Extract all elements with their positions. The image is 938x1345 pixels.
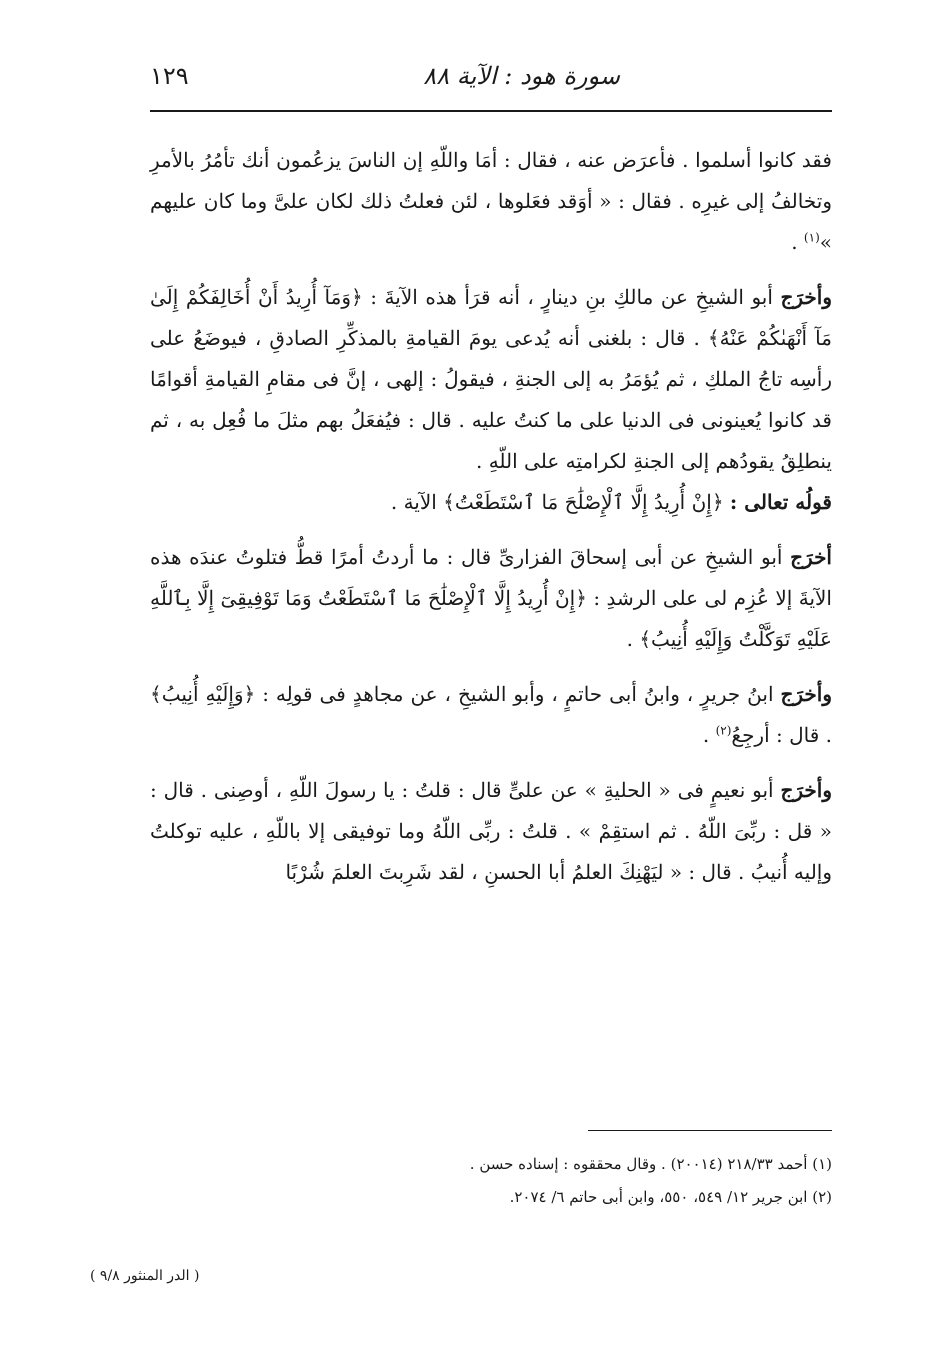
paragraph-text: فقد كانوا أسلموا . فأعرَض عنه ، فقال : أمَا واللّهِ إن الناسَ يزعُمون أنك تأمُرُ بالأمرِ وتخالفُ إلى غيرِه . فقال : « أوَقد فعَلوها ، لئن فعلتُ ذلك لكان علىَّ وما كان عليهم »: [150, 148, 832, 254]
paragraph-3: [150, 482, 832, 523]
paragraph-text: ﴿إِنْ أُرِيدُ إِلَّا ٱلْإِصْلَٰحَ مَا ٱسْتَطَعْتُ﴾ الآية .: [390, 490, 730, 514]
paragraph-1: [150, 140, 832, 263]
page-number: ١٢٩: [150, 62, 189, 90]
header-rule: [150, 110, 832, 112]
paragraph-text: ابنُ جريرٍ ، وابنُ أبى حاتمٍ ، وأبو الشيخِ ، عن مجاهدٍ فى قولِه : ﴿وَإِلَيْهِ أُنِيبُ﴾ . قال : أرجِعُ: [150, 682, 832, 747]
footnote-marker: (١): [803, 230, 820, 245]
book-reference: ( الدر المنثور ٩/٨ ): [90, 1268, 200, 1284]
paragraph-4: [150, 537, 832, 660]
paragraph-text: أبو نعيمٍ فى « الحليةِ » عن علىٍّ قال : قلتُ : يا رسولَ اللّهِ ، أوصِنى . قال : « قل : ربِّىَ اللّهُ . ثم استقِمْ » . قلتُ : ربِّى اللّهُ وما توفيقى إلا باللّهِ ، عليه توكلتُ وإليه أُنيبُ . قال : « ليَهْنِكَ العلمُ أبا الحسنِ ، لقد شَرِبتَ العلمَ شُرْبًا: [150, 778, 832, 884]
paragraph-lead: وأخرَج: [780, 285, 832, 309]
paragraph-2: [150, 277, 832, 482]
paragraph-tail: .: [702, 723, 716, 747]
paragraph-5: [150, 674, 832, 756]
paragraph-lead: أخرَج: [790, 545, 832, 569]
footnote-1: (١) أحمد ٢١٨/٣٣ (٢٠٠١٤) . وقال محققوه : إسناده حسن .: [469, 1155, 832, 1173]
paragraph-lead: قولُه تعالى :: [729, 490, 832, 514]
running-title: سورة هود : الآية ٨٨: [423, 62, 620, 90]
paragraph-lead: وأخرَج: [780, 778, 832, 802]
paragraph-text: أبو الشيخِ عن أبى إسحاقَ الفزارىِّ قال : ما أردتُ أمرًا قطُّ فتلوتُ عندَه هذه الآيةَ إلا عُزِم لى على الرشدِ : ﴿إِنْ أُرِيدُ إِلَّا ٱلْإِصْلَٰحَ مَا ٱسْتَطَعْتُ وَمَا تَوْفِيقِىٓ إِلَّا بِٱللَّهِ عَلَيْهِ تَوَكَّلْتُ وَإِلَيْهِ أُنِيبُ﴾ .: [150, 545, 832, 651]
paragraph-tail: .: [791, 230, 804, 254]
paragraph-lead: وأخرَج: [780, 682, 832, 706]
footnote-marker: (٢): [715, 723, 732, 738]
footnotes: [150, 1148, 832, 1214]
main-text: [150, 140, 832, 893]
paragraph-6: [150, 770, 832, 893]
paragraph-text: أبو الشيخِ عن مالكِ بنِ دينارٍ ، أنه قرَأ هذه الآيةَ : ﴿وَمَآ أُرِيدُ أَنْ أُخَالِفَكُمْ إِلَىٰ مَآ أَنْهَىٰكُمْ عَنْهُ﴾ . قال : بلغنى أنه يُدعى يومَ القيامةِ بالمذكِّرِ الصادقِ ، فيوضَعُ على رأسِه تاجُ الملكِ ، ثم يُؤمَرُ به إلى الجنةِ ، فيقولُ : إلهى ، إنَّ فى مقامِ القيامةِ أقوامًا قد كانوا يُعينونى فى الدنيا على ما كنتُ عليه . قال : فيُفعَلُ بهم مثلَ ما فُعِل به ، ثم ينطلِقُ يقودُهم إلى الجنةِ لكرامتِه على اللّهِ .: [150, 285, 832, 473]
footnote-2: (٢) ابن جرير ١٢/ ٥٤٩، ٥٥٠، وابن أبى حاتم ٦/ ٢٠٧٤.: [509, 1188, 832, 1206]
page-header: [150, 58, 830, 104]
footnote-separator: [588, 1130, 832, 1131]
